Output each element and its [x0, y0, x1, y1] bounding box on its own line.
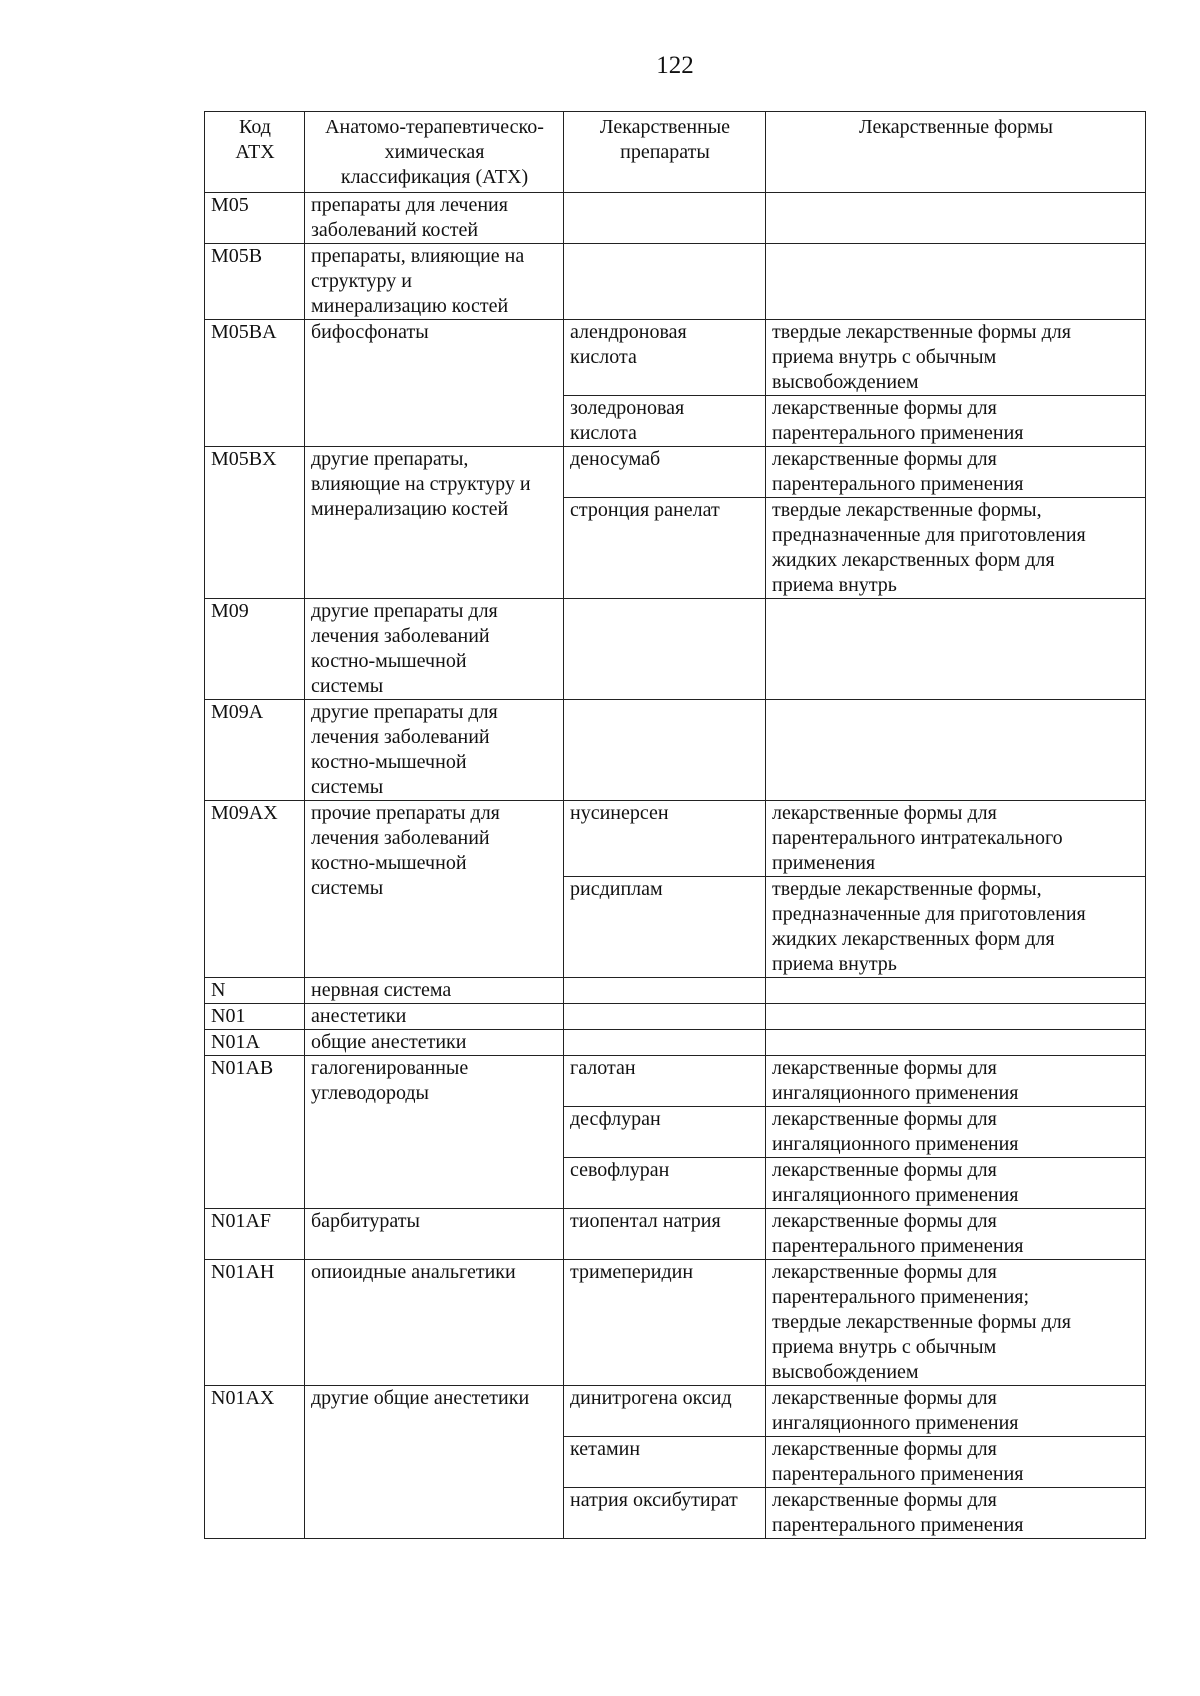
table-row	[205, 1209, 1146, 1260]
drug-name-cell	[564, 244, 766, 320]
dosage-form-cell	[766, 599, 1146, 700]
atc-code-cell	[205, 801, 305, 978]
drug-name-cell	[564, 801, 766, 877]
atc-classification-cell-text: опиоидные анальгетики	[311, 1261, 516, 1283]
table-row	[205, 1056, 1146, 1107]
atc-code-cell	[205, 599, 305, 700]
drug-name-cell	[564, 599, 766, 700]
drug-name-cell	[564, 1260, 766, 1386]
atc-code-cell-text: N01AX	[211, 1387, 275, 1409]
drug-name-cell	[564, 193, 766, 244]
atc-classification-cell	[305, 447, 564, 599]
atc-classification-cell	[305, 1209, 564, 1260]
atc-classification-cell-text: барбитураты	[311, 1210, 420, 1232]
atc-code-cell-text: M05B	[211, 245, 263, 267]
dosage-form-cell-text: твердые лекарственные формы для приема внутрь с обычным высвобождением	[772, 321, 1071, 393]
dosage-form-cell	[766, 447, 1146, 498]
drug-name-cell	[564, 1030, 766, 1056]
drug-name-cell	[564, 978, 766, 1004]
drug-name-cell	[564, 1488, 766, 1539]
atc-code-cell	[205, 1386, 305, 1539]
drug-name-cell	[564, 1158, 766, 1209]
drug-name-cell-text: галотан	[570, 1057, 636, 1079]
table-body	[205, 193, 1146, 1539]
atc-classification-cell	[305, 320, 564, 447]
atc-classification-cell	[305, 1030, 564, 1056]
dosage-form-cell-text: лекарственные формы для ингаляционного применения	[772, 1387, 1019, 1434]
table-row	[205, 1030, 1146, 1056]
atc-classification-cell-text: бифосфонаты	[311, 321, 429, 343]
dosage-form-cell-text: лекарственные формы для ингаляционного применения	[772, 1159, 1019, 1206]
atc-classification-cell-text: анестетики	[311, 1005, 407, 1027]
table-row	[205, 320, 1146, 396]
atc-classification-cell-text: другие препараты, влияющие на структуру и минерализацию костей	[311, 448, 531, 520]
dosage-form-cell	[766, 396, 1146, 447]
atc-code-cell-text: N01AB	[211, 1057, 274, 1079]
drug-name-cell-text: тиопентал натрия	[570, 1210, 721, 1232]
dosage-form-cell	[766, 193, 1146, 244]
atc-code-cell-text: N01A	[211, 1031, 260, 1053]
drug-name-cell	[564, 1386, 766, 1437]
atc-code-cell-text: N01AF	[211, 1210, 272, 1232]
drug-name-cell-text: динитрогена оксид	[570, 1387, 732, 1409]
dosage-form-cell	[766, 978, 1146, 1004]
table-row	[205, 978, 1146, 1004]
atc-code-cell	[205, 1056, 305, 1209]
dosage-form-cell	[766, 1488, 1146, 1539]
atc-classification-cell	[305, 1004, 564, 1030]
table-row	[205, 244, 1146, 320]
header-dosage-forms: Лекарственные формы	[766, 112, 1146, 193]
drug-name-cell	[564, 1437, 766, 1488]
atc-code-cell	[205, 1004, 305, 1030]
atc-code-cell	[205, 1030, 305, 1056]
drug-name-cell-text: тримеперидин	[570, 1261, 694, 1283]
dosage-form-cell-text: лекарственные формы для ингаляционного применения	[772, 1057, 1019, 1104]
dosage-form-cell-text: лекарственные формы для ингаляционного применения	[772, 1108, 1019, 1155]
dosage-form-cell	[766, 700, 1146, 801]
dosage-form-cell	[766, 498, 1146, 599]
dosage-form-cell-text: твердые лекарственные формы, предназначенные для приготовления жидких лекарственных форм для приема внутрь	[772, 499, 1086, 596]
drug-name-cell-text: натрия оксибутират	[570, 1489, 738, 1511]
atc-code-cell	[205, 978, 305, 1004]
drug-name-cell-text: стронция ранелат	[570, 499, 720, 521]
atc-classification-cell	[305, 599, 564, 700]
drug-name-cell	[564, 1004, 766, 1030]
atc-code-cell-text: N	[211, 979, 226, 1001]
table-row	[205, 193, 1146, 244]
dosage-form-cell-text: лекарственные формы для парентерального применения	[772, 1489, 1024, 1536]
atc-code-cell-text: M05	[211, 194, 249, 216]
atc-code-cell-text: M05BX	[211, 448, 277, 470]
dosage-form-cell	[766, 1030, 1146, 1056]
dosage-form-cell-text: лекарственные формы для парентерального применения	[772, 1438, 1024, 1485]
atc-code-cell-text: N01	[211, 1005, 246, 1027]
table-row	[205, 700, 1146, 801]
drug-name-cell	[564, 1209, 766, 1260]
atc-classification-cell-text: препараты для лечения заболеваний костей	[311, 194, 508, 241]
atc-code-cell	[205, 193, 305, 244]
atc-classification-cell-text: другие препараты для лечения заболеваний костно-мышечной системы	[311, 701, 498, 798]
table-row	[205, 1260, 1146, 1386]
dosage-form-cell	[766, 801, 1146, 877]
atc-code-cell	[205, 1260, 305, 1386]
atc-code-cell	[205, 447, 305, 599]
atc-classification-cell-text: галогенированные углеводороды	[311, 1057, 469, 1104]
table-row	[205, 599, 1146, 700]
dosage-form-cell-text: лекарственные формы для парентерального применения	[772, 1210, 1024, 1257]
drug-name-cell	[564, 498, 766, 599]
atc-code-cell-text: M09AX	[211, 802, 278, 824]
atc-classification-cell-text: препараты, влияющие на структуру и минерализацию костей	[311, 245, 525, 317]
drug-name-cell	[564, 396, 766, 447]
atc-code-cell	[205, 244, 305, 320]
dosage-form-cell	[766, 1386, 1146, 1437]
drug-name-cell	[564, 447, 766, 498]
header-atc-classification: Анатомо-терапевтическо- химическая классификация (АТХ)	[305, 112, 564, 193]
drug-name-cell-text: деносумаб	[570, 448, 661, 470]
atc-classification-cell-text: другие общие анестетики	[311, 1387, 530, 1409]
table-row	[205, 447, 1146, 498]
atc-code-cell	[205, 1209, 305, 1260]
atc-classification-cell	[305, 801, 564, 978]
atc-classification-cell-text: прочие препараты для лечения заболеваний костно-мышечной системы	[311, 802, 500, 899]
dosage-form-cell	[766, 320, 1146, 396]
dosage-form-cell	[766, 1260, 1146, 1386]
atc-drug-table	[204, 111, 1146, 1539]
table-row	[205, 1004, 1146, 1030]
table-row	[205, 1386, 1146, 1437]
page-number: 122	[656, 52, 694, 79]
dosage-form-cell	[766, 1004, 1146, 1030]
atc-code-cell-text: M09	[211, 600, 249, 622]
atc-classification-cell	[305, 1386, 564, 1539]
drug-name-cell	[564, 320, 766, 396]
drug-name-cell-text: кетамин	[570, 1438, 641, 1460]
dosage-form-cell	[766, 877, 1146, 978]
drug-name-cell	[564, 1056, 766, 1107]
drug-name-cell	[564, 877, 766, 978]
dosage-form-cell	[766, 244, 1146, 320]
atc-classification-cell	[305, 193, 564, 244]
atc-classification-cell	[305, 700, 564, 801]
dosage-form-cell	[766, 1209, 1146, 1260]
table-row	[205, 801, 1146, 877]
dosage-form-cell-text: лекарственные формы для парентерального применения	[772, 397, 1024, 444]
atc-classification-cell	[305, 1260, 564, 1386]
drug-name-cell-text: севофлуран	[570, 1159, 670, 1181]
dosage-form-cell-text: лекарственные формы для парентерального применения; твердые лекарственные формы для приема внутрь с обычным высвобождением	[772, 1261, 1071, 1383]
atc-code-cell	[205, 700, 305, 801]
dosage-form-cell	[766, 1437, 1146, 1488]
atc-classification-cell-text: другие препараты для лечения заболеваний костно-мышечной системы	[311, 600, 498, 697]
drug-name-cell	[564, 1107, 766, 1158]
atc-classification-cell	[305, 978, 564, 1004]
drug-name-cell-text: десфлуран	[570, 1108, 661, 1130]
header-atc-code: Код АТХ	[205, 112, 305, 193]
atc-classification-cell-text: нервная система	[311, 979, 452, 1001]
dosage-form-cell	[766, 1107, 1146, 1158]
table-header-row	[205, 112, 1146, 193]
dosage-form-cell	[766, 1158, 1146, 1209]
drug-name-cell-text: алендроновая кислота	[570, 321, 687, 368]
dosage-form-cell-text: лекарственные формы для парентерального применения	[772, 448, 1024, 495]
atc-classification-cell	[305, 1056, 564, 1209]
atc-classification-cell-text: общие анестетики	[311, 1031, 467, 1053]
atc-code-cell-text: M09A	[211, 701, 264, 723]
header-drugs: Лекарственные препараты	[564, 112, 766, 193]
dosage-form-cell-text: лекарственные формы для парентерального интратекального применения	[772, 802, 1063, 874]
atc-code-cell-text: N01AH	[211, 1261, 275, 1283]
atc-code-cell	[205, 320, 305, 447]
drug-name-cell-text: рисдиплам	[570, 878, 663, 900]
drug-name-cell-text: нусинерсен	[570, 802, 669, 824]
dosage-form-cell	[766, 1056, 1146, 1107]
atc-classification-cell	[305, 244, 564, 320]
drug-name-cell-text: золедроновая кислота	[570, 397, 685, 444]
drug-name-cell	[564, 700, 766, 801]
dosage-form-cell-text: твердые лекарственные формы, предназначенные для приготовления жидких лекарственных форм для приема внутрь	[772, 878, 1086, 975]
atc-code-cell-text: M05BA	[211, 321, 277, 343]
